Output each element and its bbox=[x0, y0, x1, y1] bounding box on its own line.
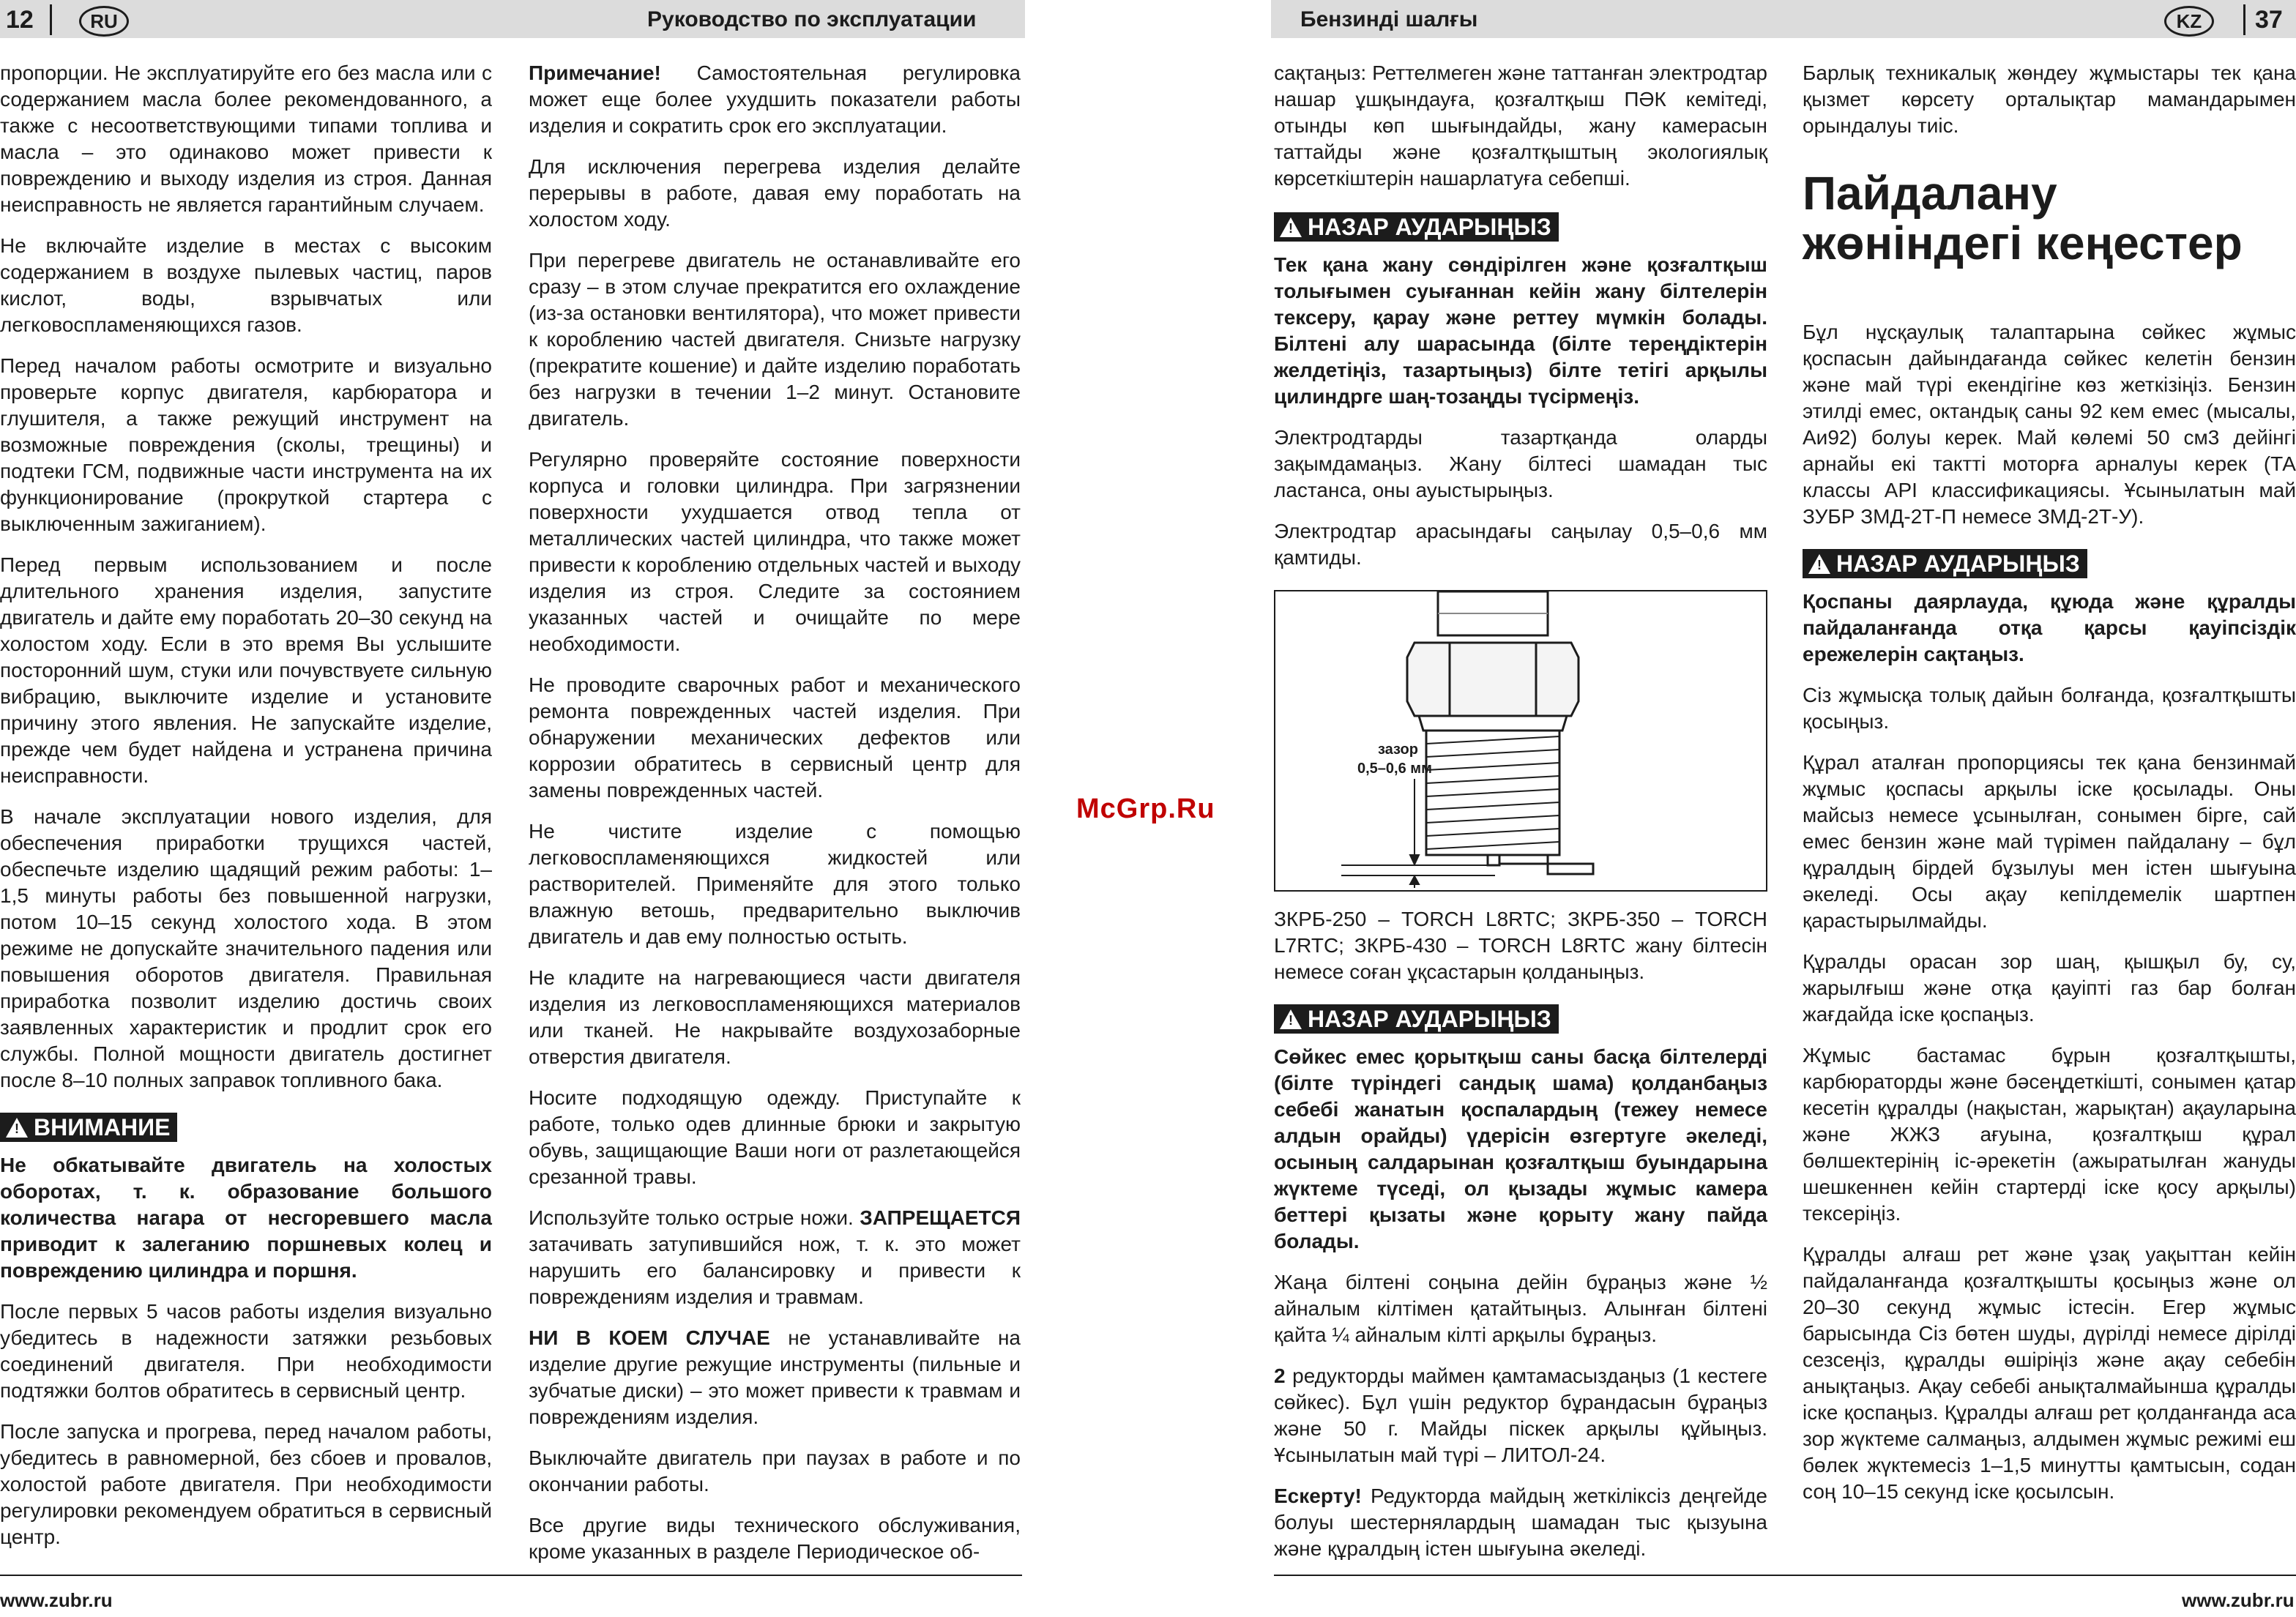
note-paragraph bbox=[1274, 1483, 1767, 1562]
page-number: 12 bbox=[6, 6, 34, 34]
paragraph: Құралды орасан зор шаң, қышқыл бу, су, жарылғыш және отқа қауіпті газ бар болған жағдайда іске қоспаңыз. bbox=[1803, 950, 2296, 1026]
text-run: затачивать затупившийся нож, т. к. это может нарушить его балансировку и привести к повреждениям изделия и травмам. bbox=[529, 1233, 1021, 1308]
paragraph: Не кладите на нагревающиеся части двигателя изделия из легковоспламеняющихся материалов или тканей. Не накрывайте воздухозаборные отверстия двигателя. bbox=[529, 966, 1021, 1068]
section-title-line: жөніндегі кеңестер bbox=[1803, 217, 2243, 269]
paragraph: Бұл нұсқаулық талаптарына сөйкес жұмыс қоспасын дайындағанда сөйкес келетін бензин және май түрі екендігіне көз жеткізіңіз. Бензин этилді емес, октандық саны 92 кем емес (мысалы, Аи92) болуы керек. Май көлемі 50 см3 дейінгі арнайы екі тактті моторға арналуы керек (ТА классы API классификациясы. Ұсынылатын май ЗУБР ЗМД-2Т-П немесе ЗМД-2Т-У). bbox=[1803, 321, 2296, 528]
warning-label: НАЗАР АУДАРЫҢЫЗ bbox=[1308, 214, 1551, 240]
paragraph: Регулярно проверяйте состояние поверхности корпуса и головки цилиндра. При загрязнении поверхности ухудшается отвод тепла от металлических частей цилиндра, что также может привести к короблению отдельных частей и выходу изделия из строя. Следите за состоянием указанных частей и очищайте по мере необходимости. bbox=[529, 448, 1021, 655]
footer-divider bbox=[1274, 1575, 2296, 1576]
warning-triangle-icon bbox=[1280, 217, 1302, 237]
warning-label: ВНИМАНИЕ bbox=[34, 1114, 171, 1140]
right-header bbox=[1271, 0, 2296, 38]
header-title: Бензинді шалғы bbox=[1300, 7, 1478, 31]
paragraph: Перед началом работы осмотрите и визуально проверьте корпус двигателя, карбюратора и глушителя, а также режущий инструмент на возможные повреждения (сколы, трещины) и подтеки ГСМ, подвижные части инструмента на их функционирование (прокруткой стартера с выключенным зажиганием). bbox=[0, 354, 492, 535]
left-column-2 bbox=[529, 60, 1021, 1580]
paragraph: Не чистите изделие с помощью легковоспламеняющихся жидкостей или растворителей. Применяйте для этого только влажную ветошь, предварительно выключив двигатель и дав ему полностью остыть. bbox=[529, 820, 1021, 948]
warning-badge bbox=[1274, 1004, 1559, 1034]
paragraph: После запуска и прогрева, перед началом работы, убедитесь в равномерной, без сбоев и провалов, холостой работе двигателя. При необходимости регулировки рекомендуем обратиться в сервисный центр. bbox=[0, 1420, 492, 1548]
paragraph: После первых 5 часов работы изделия визуально убедитесь в надежности затяжки резьбовых соединений двигателя. При необходимости подтяжки болтов обратитесь в сервисный центр. bbox=[0, 1300, 492, 1402]
page-number: 37 bbox=[2255, 6, 2283, 34]
left-header bbox=[0, 0, 1025, 38]
note-label: Примечание! bbox=[529, 61, 661, 84]
note-text: Самостоятельная регулировка может еще более ухудшить показатели работы изделия и сократить срок его эксплуатации. bbox=[529, 61, 1021, 137]
paragraph: Электродтар арасындағы саңылау 0,5–0,6 мм қамтиды. bbox=[1274, 520, 1767, 569]
note-text: Редукторда майдың жеткіліксіз деңгейде болуы шестернялардың шамадан тыс қызуына және құралдың істен шығуына әкеледі. bbox=[1274, 1485, 1767, 1560]
paragraph: При перегреве двигатель не останавливайте его сразу – в этом случае прекратится его охлаждение (из-за остановки вентилятора), что может привести к короблению частей двигателя. Снизьте нагрузку (прекратите кошение) и дайте изделию поработать без нагрузки в течении 1–2 минут. Остановите двигатель. bbox=[529, 249, 1021, 430]
text-run: не устанавливайте на изделие другие режущие инструменты (пильные и зубчатые диски) – это может привести к травмам и повреждениям изделия. bbox=[529, 1326, 1021, 1428]
paragraph: Құралды алғаш рет және ұзақ уақыттан кейін пайдаланғанда қозғалтқышты қосыңыз және ол 20–30 секунд жұмыс істесін. Егер жұмыс барысында Сіз бөтен шуды, дүрілді немесе дірілді сезсеңіз, құралды өшіріңіз және ақау себебін анықтаңыз. Ақау себебі анықталмайынша құралды іске қоспаңыз. Құралды алғаш рет қолданғанда аса зор жүктеме салмаңыз, алдымен жұмыс режимі еш бөлек жүктемесіз 1–1,5 минутты қамтысын, содан соң 10–15 секунд іске қосылсын. bbox=[1803, 1243, 2296, 1503]
paragraph: Не проводите сварочных работ и механического ремонта поврежденных частей изделия. При обнаружении механических дефектов или коррозии обратитесь в сервисный центр для замены поврежденных частей. bbox=[529, 673, 1021, 802]
header-title: Руководство по эксплуатации bbox=[647, 7, 977, 31]
section-title-line: Пайдалану bbox=[1803, 167, 2057, 220]
section-title bbox=[1803, 168, 2296, 268]
figure-label-gap: зазор bbox=[1378, 742, 1418, 758]
emphasis: ЗАПРЕЩАЕТСЯ bbox=[860, 1206, 1021, 1229]
watermark: McGrp.Ru bbox=[1076, 793, 1215, 824]
footer-url[interactable]: www.zubr.ru bbox=[0, 1589, 113, 1611]
figure-label-gap-size: 0,5–0,6 мм bbox=[1357, 761, 1432, 777]
warning-badge bbox=[1803, 549, 2087, 578]
right-page bbox=[1271, 0, 2296, 1617]
warning-triangle-icon bbox=[6, 1118, 28, 1138]
warning-text: Не обкатывайте двигатель на холостых оборотах, т. к. образование большого количества нагара от несгоревшего масла приводит к залеганию поршневых колец и повреждению цилиндра и поршня. bbox=[0, 1154, 492, 1282]
paragraph: Для исключения перегрева изделия делайте перерывы в работе, давая ему поработать на холостом ходу. bbox=[529, 155, 1021, 231]
left-column-1 bbox=[0, 60, 492, 1565]
paragraph: пропорции. Не эксплуатируйте его без масла или с содержанием масла более рекомендованного, а также с несоответствующими типами топлива и масла – это одинаково может привести к повреждению и выходу изделия из строя. Данная неисправность не является гарантийным случаем. bbox=[0, 61, 492, 216]
paragraph: Барлық техникалық жөндеу жұмыстары тек қана қызмет көрсету орталықтар мамандарымен орындалуы тиіс. bbox=[1803, 61, 2296, 137]
note-paragraph bbox=[529, 60, 1021, 139]
header-divider bbox=[2243, 4, 2245, 35]
paragraph: В начале эксплуатации нового изделия, для обеспечения приработки трущихся частей, обеспечьте изделию щадящий режим работы: 1–1,5 минуты работы без повышенной нагрузки, потом 10–15 секунд холостого хода. В этом режиме не допускайте значительного падения или повышения оборотов двигателя. Правильная приработка позволит изделию достичь своих заявленных характеристик и продлит срок его службы. Полной мощности двигатель достигнет после 8–10 полных заправок топливного бака. bbox=[0, 805, 492, 1091]
paragraph: Сіз жұмысқа толық дайын болғанда, қозғалтқышты қосыңыз. bbox=[1803, 684, 2296, 733]
right-column-2 bbox=[1803, 60, 2296, 1520]
language-badge: KZ bbox=[2164, 6, 2214, 37]
note-label: Ескерту! bbox=[1274, 1485, 1362, 1507]
warning-triangle-icon bbox=[1280, 1009, 1302, 1029]
header-divider bbox=[50, 4, 52, 35]
footer-url[interactable]: www.zubr.ru bbox=[2182, 1589, 2295, 1611]
paragraph: Перед первым использованием и после длительного хранения изделия, запустите двигатель и дайте ему поработать 20–30 секунд на холостом ходу. Если в это время Вы услышите посторонний шум, стуки или почувствуете сильную вибрацию, выключите изделие и установите причину этого явления. Не запускайте изделие, прежде чем будет найдена и устранена причина неисправности. bbox=[0, 553, 492, 787]
language-badge: RU bbox=[79, 6, 129, 37]
warning-badge bbox=[1274, 212, 1559, 242]
paragraph: Жаңа білтені соңына дейін бұраңыз және ½ айналым кілтімен қатайтыңыз. Алынған білтені қайта ¼ айналым кілті арқылы бұраңыз. bbox=[1274, 1271, 1767, 1346]
spark-plug-gap-icon bbox=[1275, 591, 1766, 890]
spark-plug-figure bbox=[1274, 590, 1767, 892]
paragraph: Жұмыс бастамас бұрын қозғалтқышты, карбюраторды және бәсеңдеткішті, сонымен қатар кесетін құралды (нақыстан, жарықтан) ақауларына және ЖЖЗ ағуына, қозғалтқыш құрал бөлшектерінің іс-әрекетін (ажыратылған жануды шешкеннен кейін стартерді іске қосу арқылы) тексеріңіз. bbox=[1803, 1044, 2296, 1225]
warning-badge bbox=[0, 1113, 177, 1142]
paragraph: Не включайте изделие в местах с высоким содержанием в воздухе пылевых частиц, паров кислот, воды, взрывчатых или легковоспламеняющихся газов. bbox=[0, 234, 492, 336]
paragraph bbox=[529, 1325, 1021, 1430]
paragraph bbox=[1274, 1363, 1767, 1468]
emphasis: 2 bbox=[1274, 1364, 1286, 1387]
emphasis: НИ В КОЕМ СЛУЧАЕ bbox=[529, 1326, 770, 1349]
paragraph: сақтаңыз: Реттелмеген және таттанған электродтар нашар ұшқындауға, қозғалтқыш ПӘК кемітеді, отынды көп шығындайды, жану камерасын таттайды және қозғалтқыштың экологиялық көрсеткіштерін нашарлатуға себепші. bbox=[1274, 61, 1767, 190]
right-column-1 bbox=[1274, 60, 1767, 1577]
paragraph: Выключайте двигатель при паузах в работе и по окончании работы. bbox=[529, 1446, 1021, 1495]
footer-divider bbox=[0, 1575, 1022, 1576]
paragraph: Носите подходящую одежду. Приступайте к работе, только одев длинные брюки и закрытую обувь, защищающие Ваши ноги от разлетающейся срезанной травы. bbox=[529, 1086, 1021, 1188]
warning-text: Қоспаны даярлауда, құюда және құралды пайдаланғанда отқа қарсы қауіпсіздік ережелерін сақтаңыз. bbox=[1803, 590, 2296, 665]
left-page bbox=[0, 0, 1025, 1617]
warning-triangle-icon bbox=[1808, 554, 1830, 574]
paragraph: Құрал аталған пропорциясы тек қана бензинмай жұмыс қоспасы арқылы іске қосылады. Оны майсыз немесе ұсынылған, сонымен бірге, сай емес бензин және май түрімен пайдалану – бұл құралдың бірдей бұзылуы мен істен шығуына әкеледі. Осы ақау кепілдемелік шартпен қарастырылмайды. bbox=[1803, 751, 2296, 932]
text-run: редукторды маймен қамтамасыздаңыз (1 кестеге сөйкес). Бұл үшін редуктор бұрандасын бұраңыз және 50 г. Майды піскек арқылы құйыңыз. Ұсынылатын май түрі – ЛИТОЛ-24. bbox=[1274, 1364, 1767, 1466]
paragraph: Электродтарды тазартқанда оларды зақымдамаңыз. Жану білтесі шамадан тыс ластанса, оны ауыстырыңыз. bbox=[1274, 426, 1767, 501]
warning-label: НАЗАР АУДАРЫҢЫЗ bbox=[1836, 550, 2080, 577]
paragraph: Все другие виды технического обслуживания, кроме указанных в разделе Периодическое об- bbox=[529, 1514, 1021, 1563]
paragraph: ЗКРБ-250 – TORCH L8RTC; ЗКРБ-350 – TORCH L7RTC; ЗКРБ-430 – TORCH L8RTC жану білтесін немесе соған ұқсастарын қолданыңыз. bbox=[1274, 908, 1767, 983]
paragraph bbox=[529, 1205, 1021, 1310]
warning-label: НАЗАР АУДАРЫҢЫЗ bbox=[1308, 1006, 1551, 1032]
warning-text: Сөйкес емес қорытқыш саны басқа білтелерді (білте түріндегі сандық шама) қолданбаңыз себебі жанатын қоспалардың (тежеу немесе алдын орайды) үдерісін өзгертуге әкеледі, осының салдарынан қозғалтқыш буындарына жүктеме түседі, ол қызады жұмыс камера беттері қызаты және қорыту жану пайда болады. bbox=[1274, 1045, 1767, 1252]
text-run: Используйте только острые ножи. bbox=[529, 1206, 860, 1229]
warning-text: Тек қана жану сөндірілген және қозғалтқыш толығымен суығаннан кейін жану білтелерін тексеру, қарау және реттеу мүмкін болады. Білтені алу шарасында (білте тереңдіктерін желдетіңіз, тазартыңыз) білте тетігі арқылы цилиндрге шаң-тозаңды түсірмеңіз. bbox=[1274, 253, 1767, 408]
